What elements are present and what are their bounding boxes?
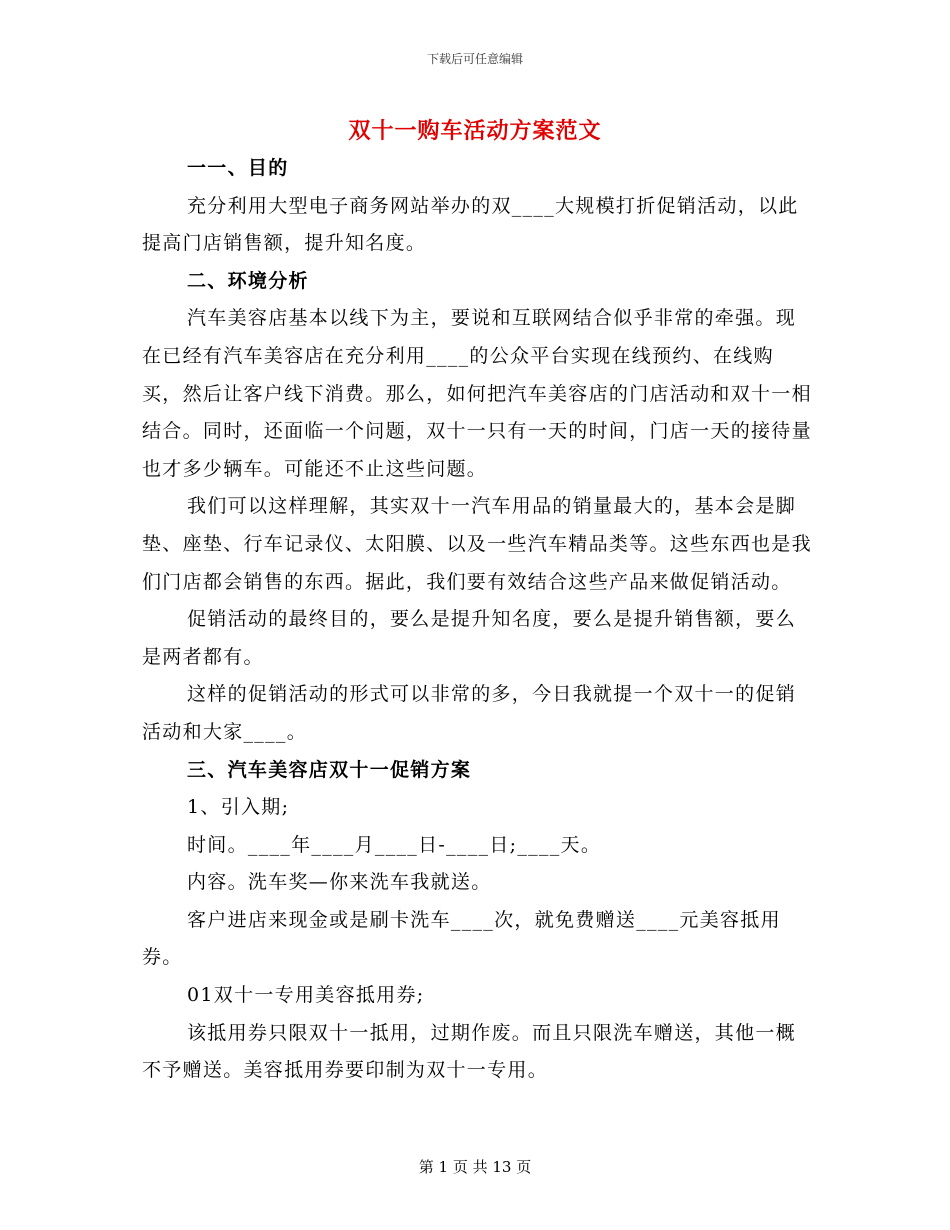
document-title: 双十一购车活动方案范文 (348, 118, 602, 144)
paragraph-intro-period: 1、引入期; (187, 796, 290, 819)
section-heading-purpose: 一一、目的 (187, 157, 289, 179)
paragraph-coupon-rules: 该抵用券只限双十一抵用，过期作废。而且只限洗车赠送，其他一概不予赠送。美容抵用券要印制为双十一专用。 (142, 1021, 797, 1082)
paragraph-purpose: 充分利用大型电子商务网站举办的双____大规模打折促销活动，以此提高门店销售额，提升知名度。 (142, 194, 799, 255)
paragraph-customer-offer: 客户进店来现金或是刷卡洗车____次，就免费赠送____元美容抵用券。 (142, 908, 781, 969)
paragraph-environment-4: 这样的促销活动的形式可以非常的多，今日我就提一个双十一的促销活动和大家____。 (142, 683, 797, 743)
page-footer: 第 1 页 共 13 页 (418, 1158, 532, 1176)
section-heading-plan: 三、汽车美容店双十一促销方案 (187, 758, 472, 781)
paragraph-environment-2: 我们可以这样理解，其实双十一汽车用品的销量最大的，基本会是脚垫、座垫、行车记录仪、太阳膜、以及一些汽车精品类等。这些东西也是我们门店都会销售的东西。据此，我们要有效结合这些产品来做促销活动。 (142, 495, 812, 593)
paragraph-coupon-title: 01双十一专用美容抵用券; (187, 984, 425, 1007)
paragraph-environment-3: 促销活动的最终目的，要么是提升知名度，要么是提升销售额，要么是两者都有。 (142, 608, 797, 668)
document-body (142, 150, 812, 1090)
paragraph-content: 内容。洗车奖—你来洗车我就送。 (187, 871, 492, 894)
paragraph-time: 时间。____年____月____日-____日;____天。 (187, 833, 602, 856)
paragraph-environment-1: 汽车美容店基本以线下为主，要说和互联网结合似乎非常的牵强。现在已经有汽车美容店在充分利用____的公众平台实现在线预约、在线购买，然后让客户线下消费。那么，如何把汽车美容店的门店活动和双十一相结合。同时，还面临一个问题，双十一只有一天的时间，门店一天的接待量也才多少辆车。可能还不止这些问题。 (142, 307, 812, 480)
section-heading-environment: 二、环境分析 (187, 269, 309, 292)
page-header: 下载后可任意编辑 (426, 52, 523, 66)
